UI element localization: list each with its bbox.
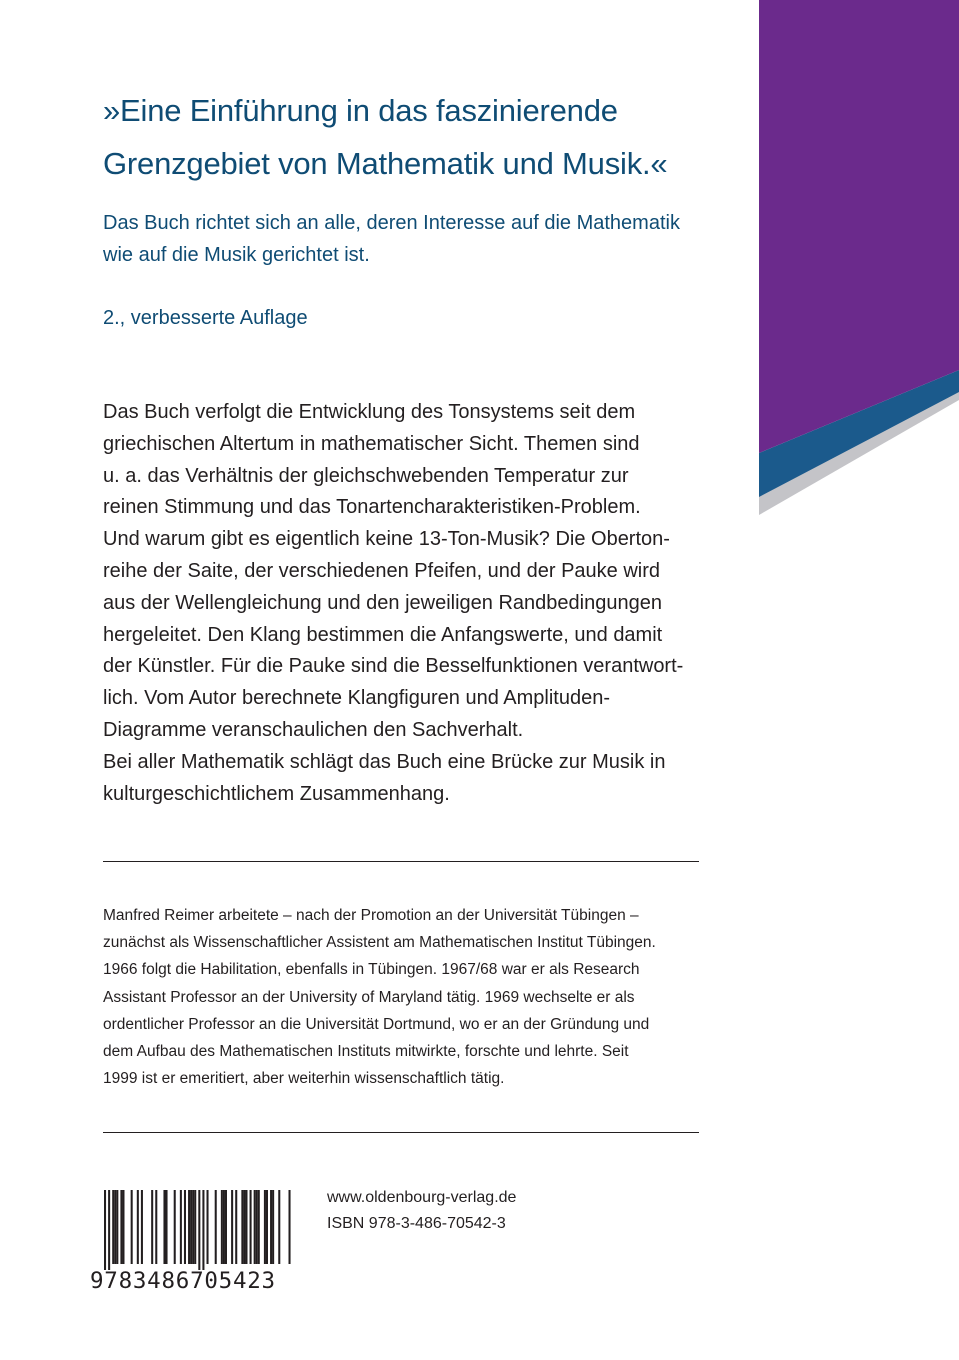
- barcode-bar: [174, 1190, 176, 1264]
- quote-line: Grenzgebiet von Mathematik und Musik.«: [103, 146, 668, 181]
- author-bio: [103, 902, 723, 1092]
- barcode-bar: [108, 1190, 110, 1270]
- barcode-bar: [272, 1190, 274, 1264]
- cover-accent-stripes: [759, 0, 959, 520]
- description-line: Das Buch verfolgt die Entwicklung des Tonsystems seit dem: [103, 401, 636, 423]
- barcode-bar: [166, 1190, 168, 1264]
- barcode-bar: [122, 1190, 124, 1264]
- barcode-bar: [188, 1190, 190, 1264]
- barcode-bar: [131, 1190, 133, 1264]
- barcode-bar: [190, 1190, 192, 1264]
- description-line: aus der Wellengleichung und den jeweiligen Randbedingungen: [103, 591, 662, 614]
- audience-statement: [103, 207, 743, 271]
- bio-line: zunächst als Wissenschaftlicher Assistent am Mathematischen Institut Tübingen.: [103, 934, 656, 952]
- description-line: kulturgeschichtlichem Zusammenhang.: [103, 782, 450, 805]
- description-line: der Künstler. Für die Pauke sind die Besselfunktionen verantwort-: [103, 655, 684, 678]
- barcode-bar: [116, 1190, 118, 1264]
- barcode-bar: [184, 1190, 186, 1264]
- divider-rule: [103, 1132, 699, 1133]
- barcode-bar: [155, 1190, 157, 1264]
- barcode-bar: [256, 1190, 258, 1264]
- barcode-bar: [221, 1190, 223, 1264]
- barcode-bar: [202, 1190, 204, 1270]
- barcode-bar: [264, 1190, 266, 1264]
- bio-line: dem Aufbau des Mathematischen Instituts mitwirkte, forschte und lehrte. Seit: [103, 1043, 629, 1061]
- barcode-bar: [141, 1190, 143, 1264]
- bio-line: Assistant Professor an der University of Maryland tätig. 1969 wechselte er als: [103, 988, 635, 1006]
- quote-line: »Eine Einführung in das faszinierende: [103, 93, 618, 128]
- bio-line: Manfred Reimer arbeitete – nach der Promotion an der Universität Tübingen –: [103, 907, 639, 924]
- barcode-bar: [194, 1190, 196, 1264]
- barcode-bar: [235, 1190, 237, 1264]
- barcode-bar: [112, 1190, 114, 1264]
- barcode-bar: [192, 1190, 194, 1264]
- divider-rule: [103, 861, 699, 862]
- description-line: Und warum gibt es eigentlich keine 13-Ton-Musik? Die Oberton-: [103, 528, 670, 551]
- barcode-bar: [250, 1190, 252, 1264]
- description-line: Diagramme veranschaulichen den Sachverhalt.: [103, 718, 524, 741]
- audience-line: Das Buch richtet sich an alle, deren Interesse auf die Mathematik: [103, 212, 680, 234]
- barcode-bar: [258, 1190, 260, 1264]
- publisher-info: [327, 1185, 516, 1237]
- isbn-barcode: [90, 1190, 292, 1300]
- barcode-bar: [245, 1190, 247, 1264]
- barcode-bar: [151, 1190, 153, 1264]
- barcode-bar: [223, 1190, 225, 1264]
- barcode-bar: [243, 1190, 245, 1264]
- edition-note: 2., verbesserte Auflage: [103, 307, 308, 329]
- description-line: u. a. das Verhältnis der gleichschwebenden Temperatur zur: [103, 464, 629, 487]
- barcode-bar: [137, 1190, 139, 1264]
- barcode-bar: [278, 1190, 280, 1264]
- description-line: reihe der Saite, der verschiedenen Pfeifen, und der Pauke wird: [103, 559, 661, 582]
- barcode-bar: [215, 1190, 217, 1264]
- barcode-bar: [180, 1190, 182, 1264]
- barcode-bar: [254, 1190, 256, 1264]
- barcode-bar: [266, 1190, 268, 1264]
- audience-line: wie auf die Musik gerichtet ist.: [103, 244, 370, 266]
- barcode-bar: [289, 1190, 291, 1264]
- barcode-bars: [90, 1190, 292, 1270]
- barcode-bar: [225, 1190, 227, 1264]
- barcode-bar: [104, 1190, 106, 1270]
- barcode-bar: [207, 1190, 209, 1264]
- bio-line: 1999 ist er emeritiert, aber weiterhin wissenschaftlich tätig.: [103, 1070, 505, 1088]
- description-line: hergeleitet. Den Klang bestimmen die Anfangswerte, und damit: [103, 623, 663, 646]
- description-line: Bei aller Mathematik schlägt das Buch eine Brücke zur Musik in: [103, 750, 666, 773]
- bio-line: ordentlicher Professor an die Universität Dortmund, wo er an der Gründung und: [103, 1015, 650, 1033]
- description-line: reinen Stimmung und das Tonartencharakteristiken-Problem.: [103, 496, 641, 519]
- barcode-bar: [120, 1190, 122, 1264]
- bio-line: 1966 folgt die Habilitation, ebenfalls in Tübingen. 1967/68 war er als Research: [103, 961, 640, 979]
- barcode-bar: [198, 1190, 200, 1270]
- barcode-bar: [114, 1190, 116, 1264]
- description-line: griechischen Altertum in mathematischer Sicht. Themen sind: [103, 432, 640, 455]
- description-line: lich. Vom Autor berechnete Klangfiguren und Amplituden-: [103, 687, 610, 710]
- book-description: [103, 397, 723, 810]
- headline-quote: [103, 84, 743, 190]
- publisher-website: www.oldenbourg-verlag.de: [327, 1189, 517, 1206]
- barcode-digits: 9783486705423: [90, 1268, 276, 1294]
- isbn-number: ISBN 978-3-486-70542-3: [327, 1215, 506, 1232]
- barcode-bar: [231, 1190, 233, 1264]
- barcode-bar: [270, 1190, 272, 1264]
- barcode-bar: [163, 1190, 165, 1264]
- barcode-bar: [241, 1190, 243, 1264]
